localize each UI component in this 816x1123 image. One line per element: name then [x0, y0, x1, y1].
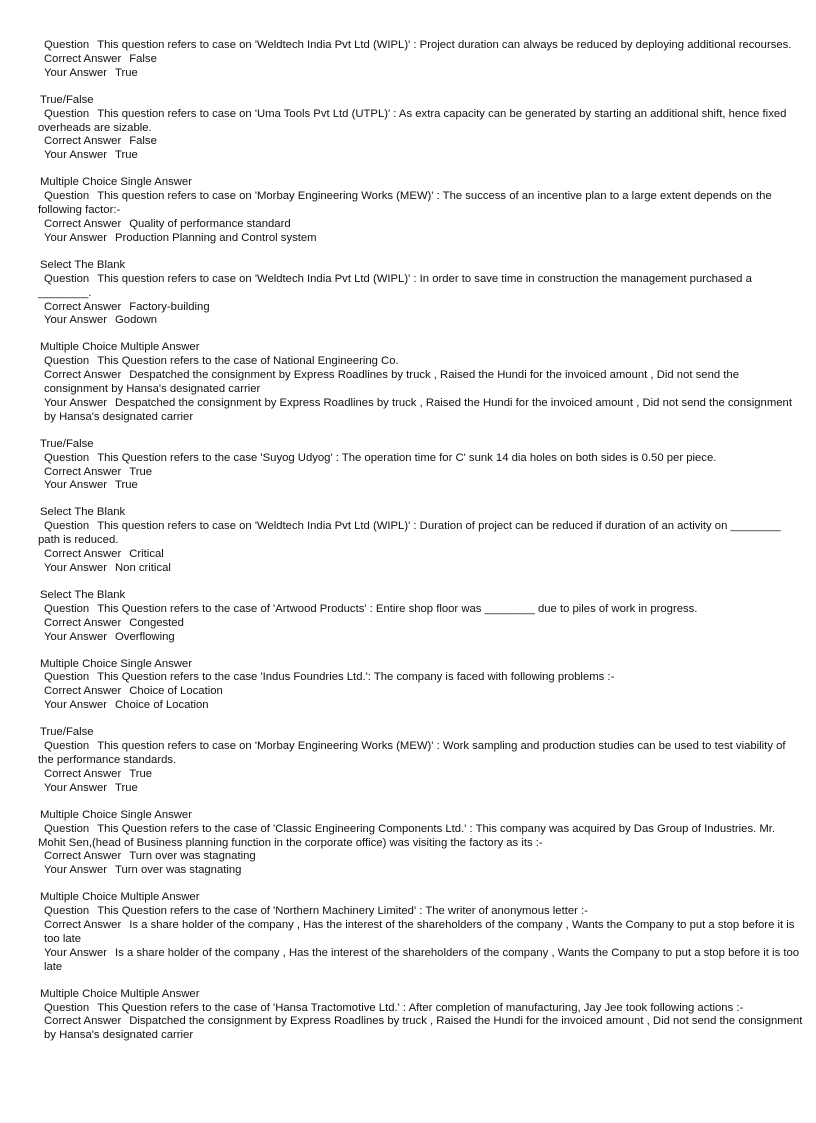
your-answer-line — [38, 232, 804, 246]
question-type: Multiple Choice Single Answer — [40, 808, 192, 821]
question-line — [38, 520, 804, 548]
correct-answer-line — [38, 768, 804, 782]
correct-answer-text: True — [129, 465, 153, 478]
correct-answer-line — [38, 850, 804, 864]
correct-answer-label: Correct Answer — [44, 369, 122, 382]
your-answer-label: Your Answer — [44, 630, 108, 643]
question-entry — [38, 658, 804, 714]
your-answer-line — [38, 397, 804, 425]
question-line — [38, 273, 804, 301]
correct-answer-line — [38, 135, 804, 149]
your-answer-line — [38, 782, 804, 796]
question-type: Select The Blank — [40, 506, 126, 519]
correct-answer-label: Correct Answer — [44, 135, 122, 148]
question-line — [38, 1002, 804, 1016]
question-label: Question — [44, 355, 90, 368]
question-label: Question — [44, 272, 90, 285]
correct-answer-text: Turn over was stagnating — [129, 850, 256, 863]
correct-answer-text: False — [129, 52, 157, 65]
correct-answer-text: False — [129, 135, 157, 148]
question-type: Multiple Choice Multiple Answer — [40, 987, 200, 1000]
correct-answer-text: Quality of performance standard — [129, 217, 291, 230]
question-line — [38, 108, 804, 136]
correct-answer-line — [38, 1015, 804, 1043]
correct-answer-label: Correct Answer — [44, 300, 122, 313]
correct-answer-label: Correct Answer — [44, 919, 122, 932]
correct-answer-line — [38, 548, 804, 562]
question-entry — [38, 589, 804, 645]
your-answer-text: Despatched the consignment by Express Roadlines by truck , Raised the Hundi for the invoiced amount , Did not send the consignment by Hansa's designated carrier — [44, 396, 796, 423]
question-label: Question — [44, 905, 90, 918]
question-text: This question refers to case on 'Weldtech India Pvt Ltd (WIPL)' : In order to save time in construction the management purchased a ________. — [38, 272, 755, 299]
question-text: This Question refers to the case 'Indus Foundries Ltd.': The company is faced with following problems :- — [97, 671, 615, 684]
question-entry — [38, 39, 804, 81]
your-answer-text: Turn over was stagnating — [115, 864, 242, 877]
question-text: This question refers to case on 'Weldtech India Pvt Ltd (WIPL)' : Duration of project can be reduced if duration of an activity on ________ path is reduced. — [38, 520, 784, 547]
your-answer-label: Your Answer — [44, 231, 108, 244]
correct-answer-text: Critical — [129, 548, 164, 561]
correct-answer-label: Correct Answer — [44, 465, 122, 478]
question-type: Multiple Choice Multiple Answer — [40, 341, 200, 354]
question-entry — [38, 94, 804, 164]
correct-answer-line — [38, 617, 804, 631]
your-answer-label: Your Answer — [44, 781, 108, 794]
your-answer-text: True — [115, 479, 138, 492]
question-label: Question — [44, 822, 90, 835]
question-entry — [38, 176, 804, 246]
question-label: Question — [44, 451, 90, 464]
question-line — [38, 355, 804, 369]
question-type: Multiple Choice Multiple Answer — [40, 891, 200, 904]
question-text: This Question refers to the case of 'Hansa Tractomotive Ltd.' : After completion of manufacturing, Jay Jee took following actions :- — [97, 1001, 744, 1014]
question-type: Multiple Choice Single Answer — [40, 657, 192, 670]
correct-answer-label: Correct Answer — [44, 1015, 122, 1028]
your-answer-label: Your Answer — [44, 946, 108, 959]
question-line — [38, 190, 804, 218]
your-answer-label: Your Answer — [44, 66, 108, 79]
question-type: Multiple Choice Single Answer — [40, 176, 192, 189]
your-answer-line — [38, 699, 804, 713]
question-text: This Question refers to the case 'Suyog Udyog' : The operation time for C' sunk 14 dia holes on both sides is 0.50 per piece. — [97, 451, 717, 464]
question-text: This Question refers to the case of 'Classic Engineering Components Ltd.' : This company was acquired by Das Group of Industries. Mr. Mohit Sen,(head of Business planning function in the corporate office) was visiting the factory as its :- — [38, 822, 779, 849]
question-label: Question — [44, 190, 90, 203]
question-label: Question — [44, 602, 90, 615]
correct-answer-text: Is a share holder of the company , Has the interest of the shareholders of the company , Wants the Company to put a stop before it is too late — [44, 919, 798, 945]
your-answer-text: Overflowing — [115, 630, 175, 643]
correct-answer-line — [38, 369, 804, 397]
question-line — [38, 823, 804, 851]
your-answer-text: True — [115, 149, 138, 162]
correct-answer-label: Correct Answer — [44, 616, 122, 629]
correct-answer-text: Despatched the consignment by Express Roadlines by truck , Raised the Hundi for the invoiced amount , Did not send the consignment by Hansa's designated carrier — [44, 369, 743, 396]
your-answer-line — [38, 562, 804, 576]
your-answer-text: True — [115, 66, 138, 79]
your-answer-line — [38, 947, 804, 975]
question-entry — [38, 726, 804, 796]
your-answer-text: Is a share holder of the company , Has the interest of the shareholders of the company , Wants the Company to put a stop before it is too late — [44, 946, 803, 973]
your-answer-label: Your Answer — [44, 314, 108, 327]
your-answer-text: Godown — [115, 314, 158, 327]
correct-answer-line — [38, 218, 804, 232]
correct-answer-text: Dispatched the consignment by Express Roadlines by truck , Raised the Hundi for the invoiced amount , Did not send the consignment by Hansa's designated carrier — [44, 1015, 806, 1042]
correct-answer-label: Correct Answer — [44, 52, 122, 65]
question-label: Question — [44, 1001, 90, 1014]
your-answer-line — [38, 864, 804, 878]
question-text: This Question refers to the case of 'Artwood Products' : Entire shop floor was ________ due to piles of work in progress. — [97, 602, 698, 615]
question-label: Question — [44, 520, 90, 533]
question-label: Question — [44, 740, 90, 753]
correct-answer-text: Congested — [129, 616, 184, 629]
your-answer-line — [38, 314, 804, 328]
question-type: Select The Blank — [40, 258, 126, 271]
your-answer-label: Your Answer — [44, 479, 108, 492]
question-label: Question — [44, 671, 90, 684]
correct-answer-line — [38, 466, 804, 480]
question-line — [38, 603, 804, 617]
correct-answer-label: Correct Answer — [44, 548, 122, 561]
your-answer-label: Your Answer — [44, 699, 108, 712]
question-line — [38, 39, 804, 53]
question-text: This question refers to case on 'Uma Tools Pvt Ltd (UTPL)' : As extra capacity can be generated by starting an additional shift, hence fixed overheads are sizable. — [38, 107, 790, 134]
question-label: Question — [44, 107, 90, 120]
quiz-results-page — [38, 39, 804, 1056]
question-text: This question refers to case on 'Morbay Engineering Works (MEW)' : The success of an incentive plan to a large extent depends on the following factor:- — [38, 190, 775, 217]
your-answer-text: Non critical — [115, 562, 171, 574]
question-line — [38, 671, 804, 685]
question-entry — [38, 438, 804, 494]
your-answer-line — [38, 631, 804, 645]
question-type: True/False — [40, 437, 94, 450]
question-line — [38, 905, 804, 919]
correct-answer-line — [38, 301, 804, 315]
your-answer-text: Choice of Location — [115, 699, 209, 712]
your-answer-text: True — [115, 781, 138, 794]
question-type: True/False — [40, 93, 94, 106]
question-entry — [38, 988, 804, 1044]
question-entry — [38, 809, 804, 879]
question-text: This question refers to case on 'Morbay Engineering Works (MEW)' : Work sampling and production studies can be used to test viability of the performance standards. — [38, 740, 789, 766]
correct-answer-line — [38, 919, 804, 947]
question-line — [38, 452, 804, 466]
correct-answer-line — [38, 685, 804, 699]
your-answer-line — [38, 67, 804, 81]
question-line — [38, 740, 804, 768]
question-entry — [38, 891, 804, 974]
question-label: Question — [44, 39, 90, 51]
correct-answer-line — [38, 53, 804, 67]
question-text: This question refers to case on 'Weldtech India Pvt Ltd (WIPL)' : Project duration can always be reduced by deploying additional recourses. — [97, 39, 792, 51]
correct-answer-label: Correct Answer — [44, 767, 122, 780]
correct-answer-text: Factory-building — [129, 300, 210, 313]
correct-answer-label: Correct Answer — [44, 850, 122, 863]
your-answer-label: Your Answer — [44, 149, 108, 162]
your-answer-text: Production Planning and Control system — [115, 231, 317, 244]
question-text: This Question refers to the case of 'Northern Machinery Limited' : The writer of anonymous letter :- — [97, 905, 588, 918]
your-answer-label: Your Answer — [44, 864, 108, 877]
question-text: This Question refers to the case of National Engineering Co. — [97, 355, 399, 368]
your-answer-line — [38, 149, 804, 163]
your-answer-line — [38, 479, 804, 493]
your-answer-label: Your Answer — [44, 562, 108, 574]
question-entry — [38, 259, 804, 329]
question-entry — [38, 341, 804, 424]
correct-answer-label: Correct Answer — [44, 685, 122, 698]
question-type: Select The Blank — [40, 588, 126, 601]
correct-answer-label: Correct Answer — [44, 217, 122, 230]
correct-answer-text: Choice of Location — [129, 685, 223, 698]
question-type: True/False — [40, 726, 94, 739]
your-answer-label: Your Answer — [44, 396, 108, 409]
correct-answer-text: True — [129, 767, 153, 780]
question-entry — [38, 506, 804, 576]
